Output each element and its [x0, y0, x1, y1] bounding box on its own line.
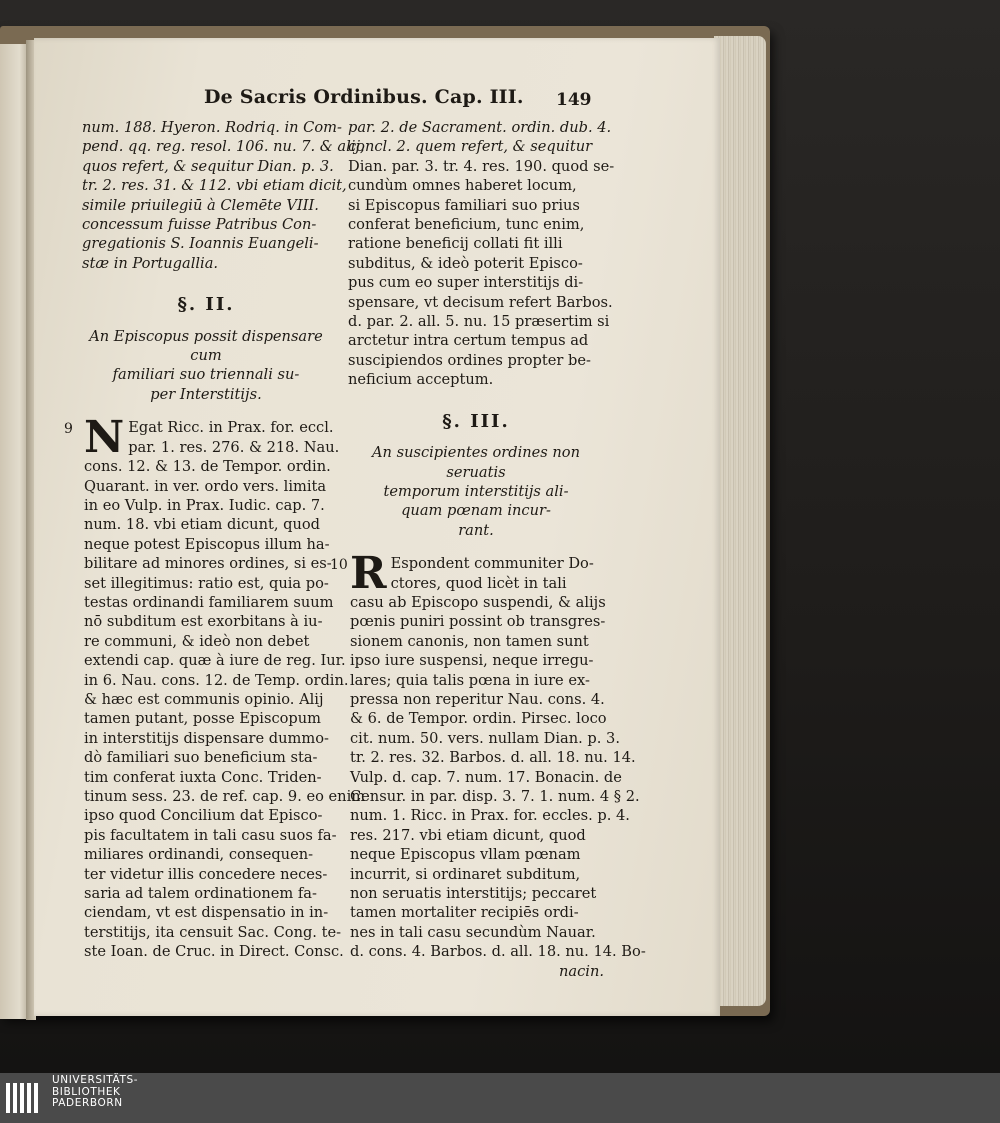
text-line: lares; quia talis pœna in iure ex-	[350, 671, 590, 689]
section-title	[348, 443, 604, 540]
text-line: spensare, vt decisum refert Barbos.	[348, 293, 613, 311]
drop-cap: R	[350, 548, 387, 600]
title-line: An suscipientes ordines non seruatis	[372, 444, 580, 481]
library-name-line: BIBLIOTHEK	[52, 1085, 121, 1098]
text-line: Egat Ricc. in Prax. for. eccl.	[128, 419, 334, 437]
left-intro-paragraph	[82, 118, 365, 273]
text-line: cit. num. 50. vers. nullam Dian. p. 3.	[350, 729, 620, 747]
library-name-line: UNIVERSITÄTS-	[52, 1074, 139, 1086]
text-line: arctetur intra certum tempus ad	[348, 332, 589, 350]
section-title	[82, 327, 330, 405]
text-line: & 6. de Tempor. ordin. Pirsec. loco	[350, 710, 607, 728]
catch-word: nacin.	[559, 962, 604, 980]
text-line: tim conferat iuxta Conc. Triden-	[84, 768, 322, 786]
text-line: in 6. Nau. cons. 12. de Temp. ordin.	[84, 671, 349, 689]
text-line: tamen mortaliter recipiēs ordi-	[350, 904, 579, 922]
text-line: ter videtur illis concedere neces-	[84, 865, 328, 883]
library-name-line: PADERBORN	[52, 1097, 123, 1109]
text-line: dò familiari suo beneficium sta-	[84, 749, 318, 767]
text-line: ciendam, vt est dispensatio in in-	[84, 904, 329, 922]
right-intro-paragraph	[348, 118, 615, 390]
title-line: familiari suo triennali su-	[112, 366, 300, 384]
text-line: testas ordinandi familiarem suum	[84, 593, 334, 611]
text-line: ste Ioan. de Cruc. in Direct. Consc.	[84, 943, 344, 961]
text-line: pus cum eo super interstitijs di-	[348, 274, 584, 292]
text-line: cons. 12. & 13. de Tempor. ordin.	[84, 458, 331, 476]
text-line: num. 188. Hyeron. Rodriq. in Com-	[82, 119, 342, 136]
catch-word-line	[350, 962, 604, 981]
text-line: gregationis S. Ioannis Euangeli-	[82, 235, 319, 253]
text-line: Quarant. in ver. ordo vers. limita	[84, 477, 327, 495]
text-line: & hæc est communis opinio. Alij	[84, 690, 324, 708]
text-line: ipso quod Concilium dat Episco-	[84, 807, 323, 825]
drop-cap: N	[84, 412, 125, 464]
section-heading: §. III.	[442, 410, 510, 432]
text-line: nes in tali casu secundùm Nauar.	[350, 923, 596, 941]
text-line: stæ in Portugallia.	[82, 254, 219, 272]
text-line: par. 1. res. 276. & 218. Nau.	[128, 438, 340, 456]
text-line: Vulp. d. cap. 7. num. 17. Bonacin. de	[350, 768, 622, 786]
text-line: tamen putant, posse Episcopum	[84, 710, 321, 728]
section-heading: §. II.	[177, 294, 235, 316]
library-footer	[0, 1073, 1000, 1123]
text-line: pis facultatem in tali casu suos fa-	[84, 826, 337, 844]
previous-page-edge	[0, 44, 28, 1019]
text-line: incurrit, si ordinaret subditum,	[350, 865, 581, 883]
text-line: quos refert, & sequitur Dian. p. 3.	[82, 157, 334, 175]
text-line: neque Episcopus vllam pœnam	[350, 846, 581, 864]
text-line: neficium acceptum.	[348, 371, 494, 389]
margin-number: 9	[64, 421, 73, 438]
title-line: An Episcopus possit dispensare cum	[89, 327, 323, 365]
text-line: res. 217. vbi etiam dicunt, quod	[350, 826, 586, 844]
text-line: casu ab Episcopo suspendi, & alijs	[350, 593, 606, 611]
text-line: par. 2. de Sacrament. ordin. dub. 4.	[348, 119, 612, 136]
text-line: Espondent communiter Do-	[390, 555, 594, 573]
text-line: sionem canonis, non tamen sunt	[350, 632, 589, 650]
text-line: bilitare ad minores ordines, si es-	[84, 555, 332, 573]
text-line: in eo Vulp. in Prax. Iudic. cap. 7.	[84, 496, 325, 514]
text-line: tinum sess. 23. de ref. cap. 9. eo enim	[84, 788, 366, 805]
text-line: in interstitijs dispensare dummo-	[84, 729, 329, 747]
text-line: concessum fuisse Patribus Con-	[82, 216, 317, 234]
running-head: De Sacris Ordinibus. Cap. III.	[204, 86, 524, 108]
text-line: concl. 2. quem refert, & sequitur	[348, 138, 593, 156]
library-logo-icon	[4, 1079, 42, 1117]
text-line: set illegitimus: ratio est, quia po-	[84, 574, 329, 592]
text-line: re communi, & ideò non debet	[84, 632, 310, 650]
right-column	[330, 118, 646, 981]
text-line: cundùm omnes haberet locum,	[348, 177, 577, 195]
text-line: ratione beneficij collati fit illi	[348, 235, 563, 253]
text-line: neque potest Episcopus illum ha-	[84, 535, 330, 553]
text-line: si Episcopus familiari suo prius	[348, 196, 580, 214]
text-line: Dian. par. 3. tr. 4. res. 190. quod se-	[348, 157, 615, 175]
text-line: conferat beneficium, tunc enim,	[348, 216, 585, 234]
text-line: num. 1. Ricc. in Prax. for. eccles. p. 4.	[350, 807, 630, 825]
text-line: terstitijs, ita censuit Sac. Cong. te-	[84, 923, 342, 941]
text-line: subditus, & ideò poterit Episco-	[348, 254, 583, 272]
left-column	[64, 118, 366, 962]
text-line: suscipiendos ordines propter be-	[348, 351, 591, 369]
title-line: per Interstitijs.	[150, 385, 262, 403]
library-name	[52, 1075, 138, 1110]
page-number: 149	[556, 90, 592, 110]
text-line: non seruatis interstitijs; peccaret	[350, 885, 597, 903]
text-line: num. 18. vbi etiam dicunt, quod	[84, 516, 320, 534]
right-body-paragraph	[330, 548, 646, 981]
book-page	[34, 38, 720, 1016]
text-line: d. cons. 4. Barbos. d. all. 18. nu. 14. Bo-	[350, 943, 646, 961]
text-line: extendi cap. quæ à iure de reg. Iur.	[84, 652, 346, 670]
title-line: temporum interstitijs ali-	[383, 482, 569, 500]
text-line: tr. 2. res. 32. Barbos. d. all. 18. nu. 14.	[350, 749, 636, 767]
margin-number: 10	[330, 557, 348, 574]
text-line: Censur. in par. disp. 3. 7. 1. num. 4 § 2.	[350, 788, 640, 805]
text-line: miliares ordinandi, consequen-	[84, 846, 314, 864]
title-line: quam pœnam incur-	[401, 502, 551, 520]
text-line: tr. 2. res. 31. & 112. vbi etiam dicit,	[82, 177, 347, 195]
page-edges	[714, 36, 766, 1006]
title-line: rant.	[458, 521, 494, 539]
text-line: pend. qq. reg. resol. 106. nu. 7. & alij,	[82, 138, 365, 156]
text-line: ipso iure suspensi, neque irregu-	[350, 652, 594, 670]
text-line: nō subditum est exorbitans à iu-	[84, 613, 323, 631]
text-line: d. par. 2. all. 5. nu. 15 præsertim si	[348, 313, 610, 331]
text-line: pressa non reperitur Nau. cons. 4.	[350, 690, 605, 708]
text-line: saria ad talem ordinationem fa-	[84, 885, 317, 903]
text-line: ctores, quod licèt in tali	[390, 574, 567, 592]
text-line: simile priuilegiū à Clemēte VIII.	[82, 196, 319, 214]
text-line: pœnis puniri possint ob transgres-	[350, 613, 606, 631]
